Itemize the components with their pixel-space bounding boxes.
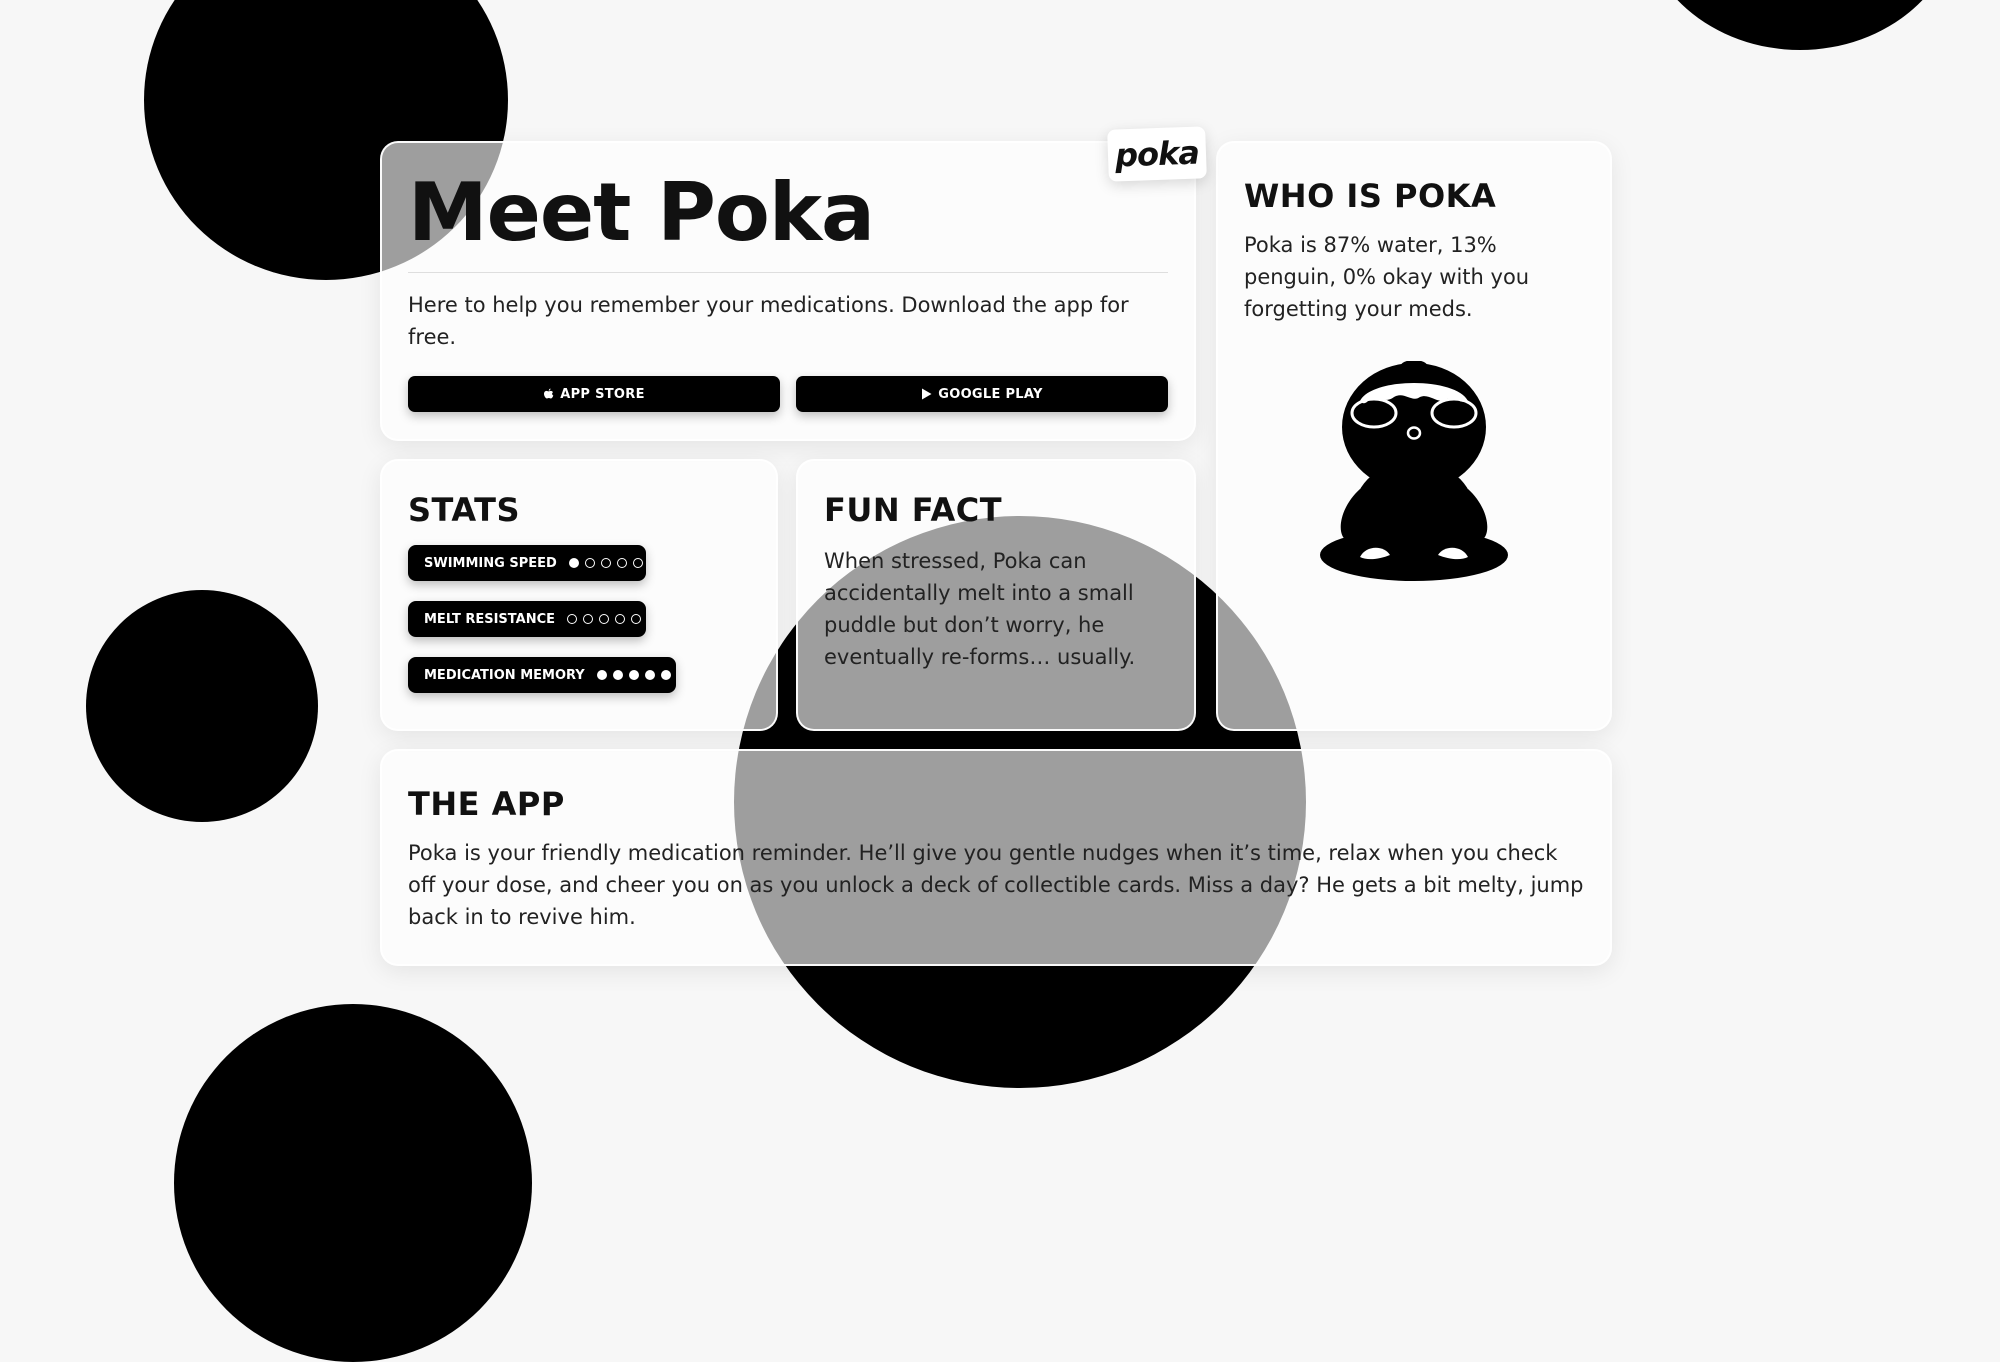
- rating-dot-empty: [585, 558, 595, 568]
- apple-icon: [543, 388, 554, 401]
- stats-title: STATS: [408, 491, 521, 529]
- stat-rating: [567, 614, 641, 624]
- rating-dot-empty: [601, 558, 611, 568]
- rating-dot-filled: [645, 670, 655, 680]
- rating-dot-empty: [567, 614, 577, 624]
- who-title: WHO IS POKA: [1244, 177, 1497, 215]
- google-play-label: GOOGLE PLAY: [938, 386, 1043, 402]
- rating-dot-filled: [613, 670, 623, 680]
- stat-label: MELT RESISTANCE: [424, 611, 556, 627]
- rating-dot-empty: [599, 614, 609, 624]
- app-description: Poka is your friendly medication reminder. He’ll give you gentle nudges when it’s time, relax when you check off your dose, and cheer you on as you unlock a deck of collectible cards. Miss a day? He gets a bit melty, jump back in to revive him.: [408, 841, 1584, 929]
- rating-dot-filled: [597, 670, 607, 680]
- fun-fact-description: When stressed, Poka can accidentally melt into a small puddle but don’t worry, he eventually re-forms… usually.: [824, 549, 1136, 669]
- who-description: Poka is 87% water, 13% penguin, 0% okay with you forgetting your meds.: [1244, 233, 1530, 321]
- divider: [408, 272, 1168, 273]
- rating-dot-filled: [629, 670, 639, 680]
- fun-fact-card: [796, 459, 1196, 731]
- stat-label: MEDICATION MEMORY: [424, 667, 585, 683]
- google-play-button[interactable]: [796, 376, 1168, 412]
- rating-dot-empty: [583, 614, 593, 624]
- stat-pill: [408, 545, 646, 581]
- app-title: THE APP: [408, 785, 565, 823]
- stats-card: [380, 459, 778, 731]
- rating-dot-filled: [569, 558, 579, 568]
- page-title: Meet Poka: [408, 166, 874, 259]
- rating-dot-filled: [661, 670, 671, 680]
- stat-pill: [408, 657, 676, 693]
- poka-logo: [1107, 126, 1207, 181]
- decorative-circle-left: [86, 590, 318, 822]
- stat-rating: [569, 558, 643, 568]
- hero-description: Here to help you remember your medications. Download the app for free.: [408, 293, 1129, 349]
- the-app-card: [380, 749, 1612, 966]
- rating-dot-empty: [633, 558, 643, 568]
- rating-dot-empty: [631, 614, 641, 624]
- stat-pill: [408, 601, 646, 637]
- app-store-button[interactable]: [408, 376, 780, 412]
- app-store-label: APP STORE: [560, 386, 645, 402]
- decorative-circle-bottom-left: [174, 1004, 532, 1362]
- penguin-mascot-icon: [1314, 361, 1514, 591]
- rating-dot-empty: [615, 614, 625, 624]
- logo-text: poka: [1114, 133, 1200, 175]
- decorative-circle-top-right: [1640, 0, 1960, 50]
- rating-dot-empty: [617, 558, 627, 568]
- stat-rating: [597, 670, 671, 680]
- who-is-poka-card: [1216, 141, 1612, 731]
- play-icon: [921, 388, 932, 400]
- hero-card: [380, 141, 1196, 441]
- fun-fact-title: FUN FACT: [824, 491, 1003, 529]
- stat-label: SWIMMING SPEED: [424, 555, 557, 571]
